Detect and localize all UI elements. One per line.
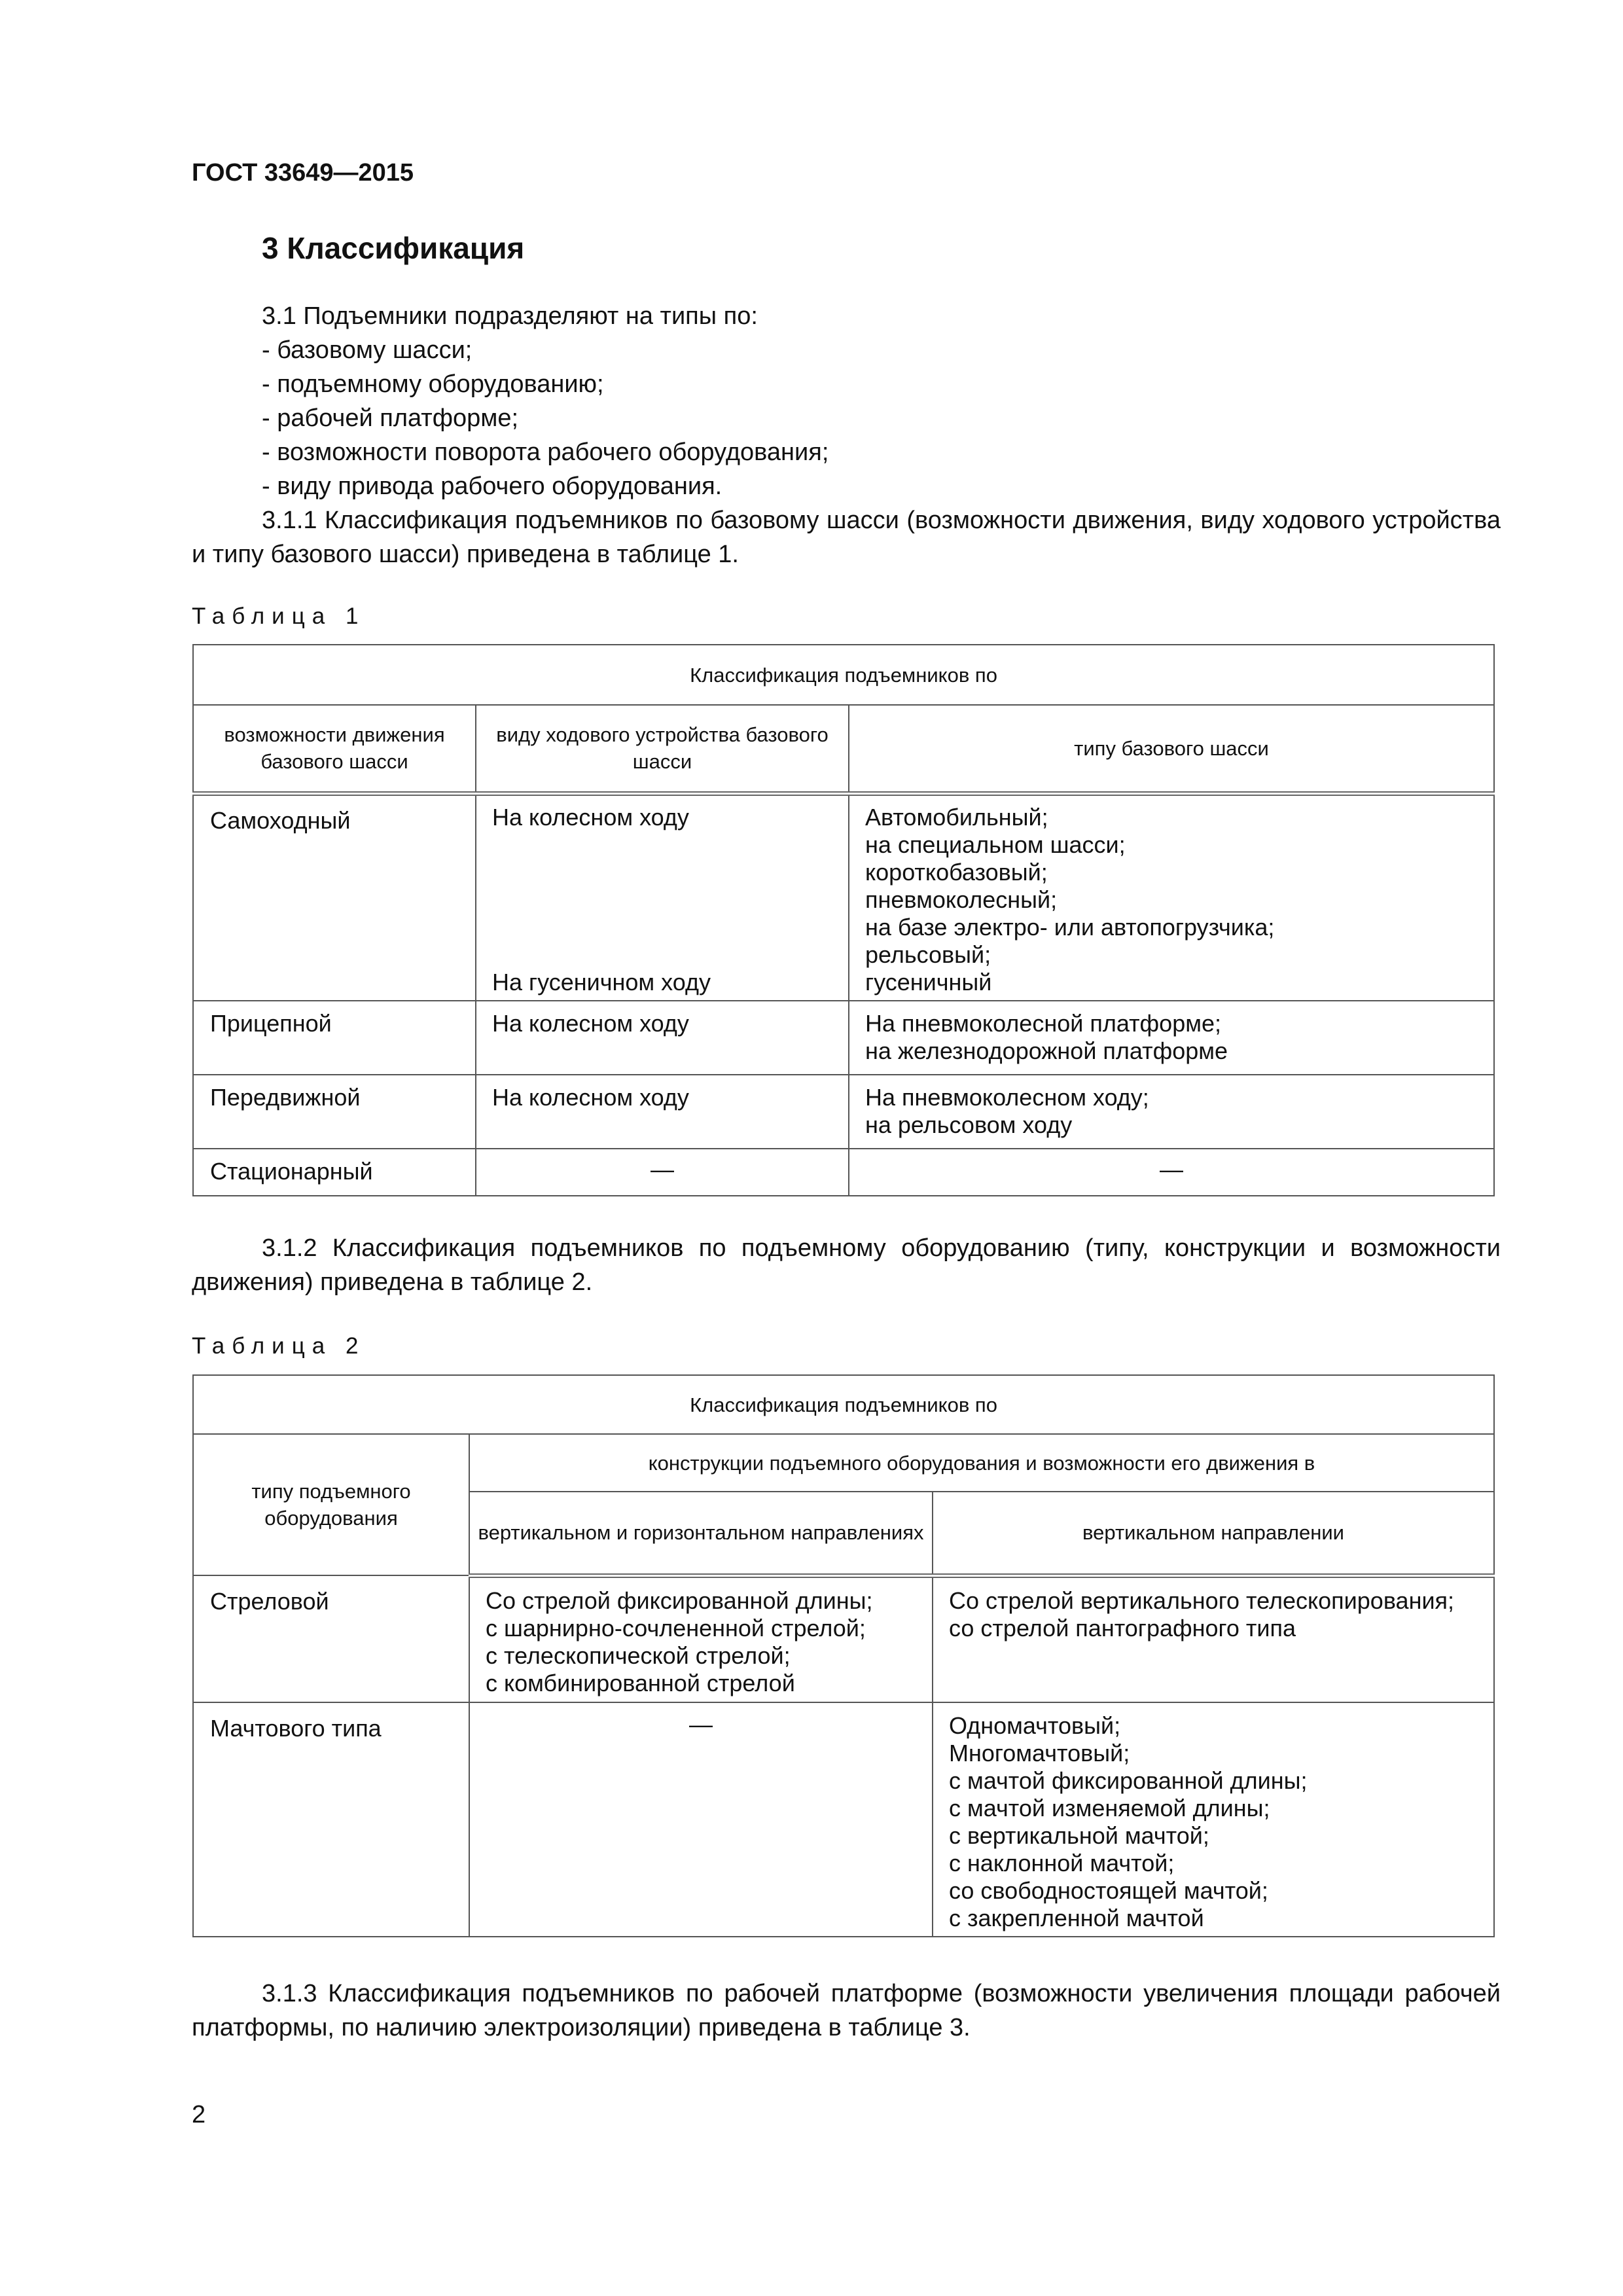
cell-line: с шарнирно-сочлененной стрелой; [486, 1614, 866, 1641]
cell-line: На колесном ходу [492, 803, 689, 831]
cell-line: с закрепленной мачтой [949, 1905, 1204, 1931]
cell-line: с мачтой изменяемой длины; [949, 1795, 1270, 1821]
cell-line: Автомобильный; [865, 803, 1048, 831]
table-cell [933, 1702, 1494, 1937]
table-cell [849, 793, 1494, 1001]
table-row [193, 1575, 1494, 1702]
table1 [192, 644, 1495, 1196]
table1-col-header: типу базового шасси [849, 705, 1494, 793]
table2 [192, 1374, 1495, 1937]
paragraph-3-1-2: 3.1.2 Классификация подъемников по подъемному оборудованию (типу, конструкции и возможности движения) приведена в таблице 2. [192, 1234, 1501, 1296]
table-cell: На колесном ходу [476, 1075, 849, 1149]
cell-line: с телескопической стрелой; [486, 1641, 791, 1669]
cell-line: короткобазовый; [865, 858, 1048, 886]
list-item: - виду привода рабочего оборудования. [262, 473, 722, 500]
cell-line: рельсовый; [865, 941, 991, 968]
table-row [193, 1075, 1494, 1149]
cell-line: со свободностоящей мачтой; [949, 1877, 1268, 1904]
cell-line: с наклонной мачтой; [949, 1850, 1175, 1876]
cell-line: На пневмоколесной платформе; [865, 1010, 1221, 1037]
table-row [193, 1001, 1494, 1075]
cell-line: гусеничный [865, 968, 992, 996]
cell-line: со стрелой пантографного типа [949, 1614, 1296, 1641]
cell-line: Многомачтовый; [949, 1740, 1130, 1767]
list-item: - рабочей платформе; [262, 404, 519, 432]
table-cell: На колесном ходу [476, 1001, 849, 1075]
section-title: 3 Классификация [262, 231, 525, 265]
cell-line: на рельсовом ходу [865, 1111, 1073, 1138]
cell-line: с вертикальной мачтой; [949, 1822, 1209, 1849]
table2-caption: Таблица 2 [192, 1333, 366, 1359]
table-row [193, 793, 1494, 1001]
table-row [193, 1149, 1494, 1196]
table1-col-header: возможности движения базового шасси [193, 705, 476, 793]
cell-line: На пневмоколесном ходу; [865, 1084, 1149, 1111]
table-cell: Передвижной [193, 1075, 476, 1149]
table1-col-header: виду ходового устройства базового шасси [476, 705, 849, 793]
paragraph-3-1-3: 3.1.3 Классификация подъемников по рабочей платформе (возможности увеличения площади рабочей платформы, по наличию электроизоляции) приведена в таблице 3. [192, 1980, 1501, 2041]
table1-header-top: Классификация подъемников по [193, 645, 1494, 705]
table1-caption: Таблица 1 [192, 603, 366, 629]
cell-line: На гусеничном ходу [492, 968, 711, 996]
cell-line: Одномачтовый; [949, 1712, 1121, 1739]
table-cell: — [476, 1149, 849, 1196]
paragraph-3-1-1: 3.1.1 Классификация подъемников по базовому шасси (возможности движения, виду ходового устройства и типу базового шасси) приведена в таблице 1. [192, 507, 1501, 568]
list-item: - базовому шасси; [262, 336, 473, 364]
list-item: - возможности поворота рабочего оборудования; [262, 439, 829, 466]
table2-col-header: вертикальном и горизонтальном направлениях [469, 1492, 933, 1575]
table-cell: Стационарный [193, 1149, 476, 1196]
table-cell [849, 1001, 1494, 1075]
cell-line: на базе электро- или автопогрузчика; [865, 913, 1275, 941]
table-cell [476, 793, 849, 1001]
table-cell [933, 1575, 1494, 1702]
table-cell: — [469, 1702, 933, 1937]
list-item: - подъемному оборудованию; [262, 370, 604, 398]
table2-col-group-header: конструкции подъемного оборудования и возможности его движения в [469, 1434, 1494, 1492]
table-cell: — [849, 1149, 1494, 1196]
page-number: 2 [192, 2101, 206, 2128]
table2-col-header: типу подъемного оборудования [193, 1434, 469, 1575]
cell-line: пневмоколесный; [865, 886, 1058, 913]
cell-line: Со стрелой вертикального телескопирования; [949, 1587, 1455, 1614]
table2-col-header: вертикальном направлении [933, 1492, 1494, 1575]
cell-line: Со стрелой фиксированной длины; [486, 1587, 873, 1614]
table-cell: Самоходный [193, 793, 476, 1001]
cell-line: с комбинированной стрелой [486, 1669, 795, 1696]
cell-line: с мачтой фиксированной длины; [949, 1767, 1308, 1794]
table2-header-top: Классификация подъемников по [193, 1375, 1494, 1434]
cell-line: на железнодорожной платформе [865, 1037, 1228, 1064]
table-cell: Мачтового типа [193, 1702, 469, 1937]
table-cell [469, 1575, 933, 1702]
table-cell [849, 1075, 1494, 1149]
table-cell: Прицепной [193, 1001, 476, 1075]
document-header: ГОСТ 33649—2015 [192, 159, 414, 187]
table-cell: Стреловой [193, 1575, 469, 1702]
p31-intro: 3.1 Подъемники подразделяют на типы по: [262, 302, 758, 330]
table-row [193, 1702, 1494, 1937]
cell-line: на специальном шасси; [865, 831, 1126, 858]
